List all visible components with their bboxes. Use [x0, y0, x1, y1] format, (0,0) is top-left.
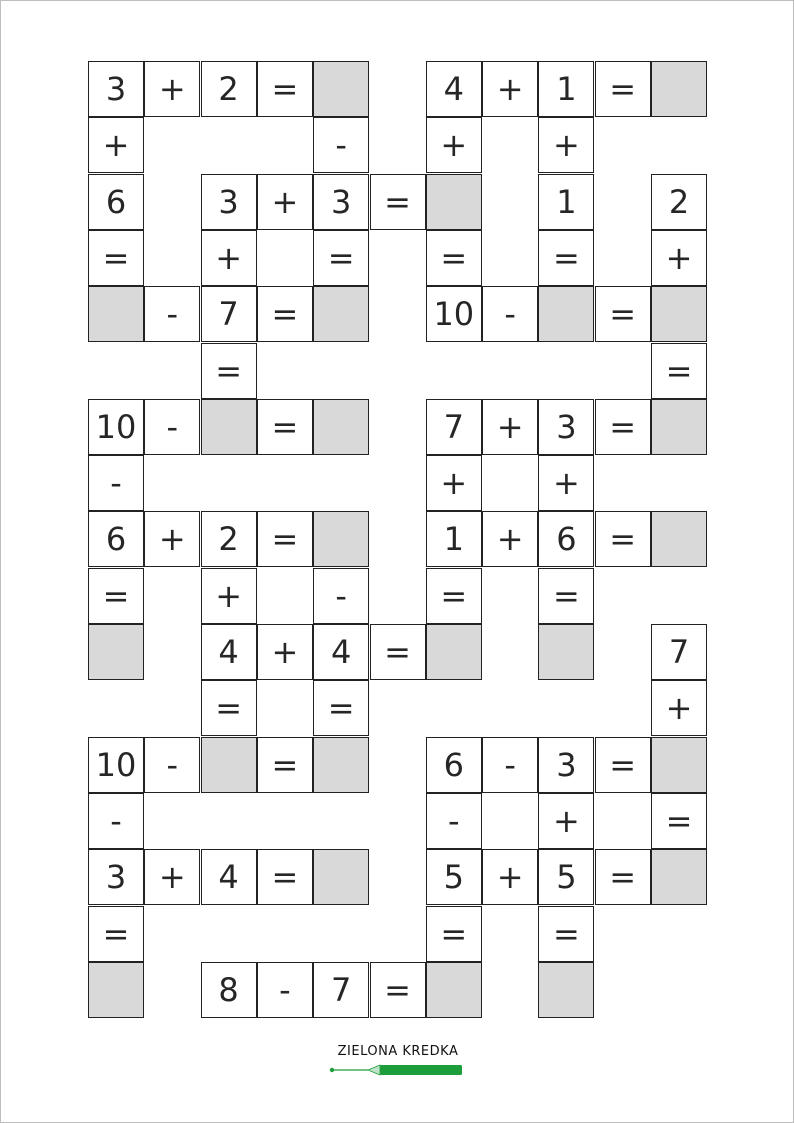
cell-value: + [552, 464, 580, 503]
puzzle-cell [201, 568, 257, 624]
cell-value: 2 [218, 70, 239, 108]
puzzle-cell [538, 455, 594, 511]
puzzle-cell [482, 737, 538, 793]
cell-value: 7 [668, 633, 690, 671]
puzzle-cell [482, 849, 538, 905]
puzzle-cell [482, 286, 538, 342]
cell-value: 2 [218, 520, 239, 559]
puzzle-cell [88, 906, 144, 962]
cell-value: = [609, 520, 637, 559]
puzzle-cell [482, 399, 538, 455]
puzzle-cell [201, 343, 257, 399]
cell-value: 3 [105, 70, 127, 108]
puzzle-cell [88, 230, 144, 286]
puzzle-cell [88, 455, 144, 511]
cell-value: = [271, 407, 299, 446]
cell-value: + [158, 520, 186, 559]
puzzle-cell [201, 511, 257, 567]
puzzle-cell [595, 286, 651, 342]
cell-value: = [665, 801, 693, 840]
cell-value: = [102, 576, 130, 615]
cell-value: 4 [218, 858, 239, 897]
cell-value: 4 [218, 633, 239, 671]
cell-value: = [102, 238, 130, 277]
puzzle-cell [538, 511, 594, 567]
puzzle-cell [144, 511, 200, 567]
puzzle-cell [538, 849, 594, 905]
answer-cell[interactable] [426, 174, 482, 230]
answer-cell[interactable] [651, 849, 707, 905]
puzzle-cell [88, 117, 144, 173]
cell-value: 2 [668, 182, 690, 221]
green-crayon-icon [328, 1062, 468, 1078]
answer-cell[interactable] [88, 962, 144, 1018]
puzzle-cell [595, 511, 651, 567]
cell-value: = [440, 238, 468, 277]
cell-value: + [215, 576, 242, 615]
answer-cell[interactable] [313, 61, 369, 117]
puzzle-cell [595, 737, 651, 793]
answer-cell[interactable] [651, 399, 707, 455]
puzzle-cell [538, 399, 594, 455]
puzzle-cell [88, 511, 144, 567]
cell-value: 4 [331, 633, 352, 671]
cell-value: = [609, 407, 637, 446]
puzzle-cell [651, 624, 707, 680]
cell-value: 3 [556, 407, 577, 446]
answer-cell[interactable] [313, 737, 369, 793]
cell-value: 7 [331, 970, 352, 1009]
puzzle-cell [313, 174, 369, 230]
answer-cell[interactable] [313, 286, 369, 342]
cell-value: = [271, 70, 299, 108]
puzzle-cell [538, 737, 594, 793]
cell-value: + [440, 464, 468, 503]
cell-value: 6 [105, 182, 127, 221]
puzzle-cell [370, 624, 426, 680]
cell-value: 5 [443, 858, 464, 897]
cell-value: = [271, 745, 299, 784]
puzzle-cell [201, 174, 257, 230]
cell-value: = [271, 520, 299, 559]
cell-value: - [166, 295, 179, 334]
puzzle-cell [201, 286, 257, 342]
answer-cell[interactable] [313, 399, 369, 455]
answer-cell[interactable] [426, 624, 482, 680]
puzzle-cell [426, 230, 482, 286]
puzzle-cell [426, 849, 482, 905]
cell-value: + [496, 858, 524, 897]
puzzle-cell [538, 230, 594, 286]
puzzle-cell [370, 962, 426, 1018]
cell-value: + [215, 238, 242, 277]
puzzle-cell [144, 399, 200, 455]
cell-value: 3 [218, 182, 239, 221]
puzzle-cell [257, 174, 313, 230]
puzzle-cell [651, 174, 707, 230]
puzzle-cell [538, 61, 594, 117]
puzzle-cell [88, 737, 144, 793]
cell-value: - [504, 295, 516, 334]
cell-value: 7 [218, 295, 239, 334]
puzzle-cell [651, 343, 707, 399]
cell-value: 6 [443, 745, 464, 784]
puzzle-cell [426, 286, 482, 342]
puzzle-cell [426, 737, 482, 793]
puzzle-cell [538, 568, 594, 624]
cell-value: 10 [433, 295, 475, 334]
cell-value: = [440, 914, 468, 953]
puzzle-cell [651, 230, 707, 286]
puzzle-cell [201, 230, 257, 286]
cell-value: = [552, 914, 580, 953]
cell-value: + [158, 858, 186, 897]
cell-value: + [496, 520, 524, 559]
cell-value: = [665, 351, 693, 390]
puzzle-cell [88, 568, 144, 624]
puzzle-cell [257, 624, 313, 680]
cell-value: - [166, 745, 179, 784]
puzzle-cell [651, 680, 707, 736]
answer-cell[interactable] [538, 286, 594, 342]
cell-value: = [552, 576, 580, 615]
cell-value: - [279, 970, 291, 1009]
answer-cell[interactable] [201, 737, 257, 793]
cell-value: = [552, 238, 580, 277]
puzzle-cell [538, 117, 594, 173]
cell-value: - [335, 576, 347, 615]
cell-value: 6 [105, 520, 127, 559]
answer-cell[interactable] [538, 624, 594, 680]
puzzle-cell [538, 174, 594, 230]
cell-value: + [496, 70, 524, 108]
cell-value: 4 [443, 70, 464, 108]
puzzle-cell [538, 793, 594, 849]
answer-cell[interactable] [651, 511, 707, 567]
cell-value: - [448, 801, 460, 840]
answer-cell[interactable] [426, 962, 482, 1018]
puzzle-cell [482, 511, 538, 567]
puzzle-cell [482, 61, 538, 117]
puzzle-cell [595, 399, 651, 455]
cell-value: = [440, 576, 468, 615]
puzzle-cell [257, 962, 313, 1018]
puzzle-cell [88, 793, 144, 849]
puzzle-cell [426, 568, 482, 624]
cell-value: + [665, 689, 693, 728]
cell-value: 10 [95, 745, 137, 784]
puzzle-cell [88, 849, 144, 905]
puzzle-cell [201, 61, 257, 117]
answer-cell[interactable] [201, 399, 257, 455]
cell-value: 5 [556, 858, 577, 897]
cell-value: + [271, 633, 299, 671]
cell-value: 10 [95, 407, 137, 446]
brand-logo [318, 1040, 478, 1080]
cell-value: 1 [443, 520, 464, 559]
cell-value: = [271, 295, 299, 334]
cell-value: = [384, 182, 411, 221]
puzzle-cell [313, 680, 369, 736]
puzzle-cell [144, 737, 200, 793]
cell-value: 7 [443, 407, 464, 446]
cell-value: - [110, 801, 122, 840]
puzzle-cell [426, 511, 482, 567]
answer-cell[interactable] [313, 849, 369, 905]
cell-value: = [327, 689, 355, 728]
cell-value: + [271, 182, 299, 221]
puzzle-cell [257, 399, 313, 455]
puzzle-cell [538, 906, 594, 962]
puzzle-cell [595, 849, 651, 905]
puzzle-cell [257, 511, 313, 567]
cell-value: + [102, 126, 130, 165]
puzzle-cell [88, 61, 144, 117]
puzzle-cell [201, 962, 257, 1018]
puzzle-cell [201, 680, 257, 736]
puzzle-cell [144, 849, 200, 905]
answer-cell[interactable] [88, 286, 144, 342]
cell-value: = [271, 858, 299, 897]
cell-value: + [496, 407, 524, 446]
puzzle-cell [88, 174, 144, 230]
cell-value: - [335, 126, 347, 165]
puzzle-cell [313, 962, 369, 1018]
logo-text: ZIELONA KREDKA [337, 1044, 459, 1059]
puzzle-cell [201, 849, 257, 905]
cell-value: = [215, 351, 242, 390]
puzzle-cell [257, 737, 313, 793]
puzzle-cell [257, 286, 313, 342]
puzzle-cell [426, 61, 482, 117]
puzzle-cell [426, 455, 482, 511]
cell-value: 3 [556, 745, 577, 784]
answer-cell[interactable] [651, 286, 707, 342]
cell-value: = [609, 858, 637, 897]
answer-cell[interactable] [88, 624, 144, 680]
cell-value: + [552, 801, 580, 840]
puzzle-cell [426, 399, 482, 455]
cell-value: - [166, 407, 179, 446]
cell-value: + [552, 126, 580, 165]
cell-value: = [384, 633, 411, 671]
cell-value: + [158, 70, 186, 108]
cell-value: = [215, 689, 242, 728]
puzzle-cell [426, 793, 482, 849]
cell-value: = [609, 70, 637, 108]
puzzle-cell [595, 61, 651, 117]
cell-value: - [110, 464, 122, 503]
cell-value: + [440, 126, 468, 165]
cell-value: = [609, 745, 637, 784]
answer-cell[interactable] [538, 962, 594, 1018]
puzzle-cell [426, 906, 482, 962]
answer-cell[interactable] [651, 61, 707, 117]
cell-value: 6 [556, 520, 577, 559]
cell-value: 3 [105, 858, 127, 897]
puzzle-cell [651, 793, 707, 849]
puzzle-cell [257, 61, 313, 117]
puzzle-cell [370, 174, 426, 230]
cell-value: + [665, 238, 693, 277]
cell-value: 1 [556, 182, 577, 221]
cell-value: = [384, 970, 411, 1009]
puzzle-cell [144, 286, 200, 342]
puzzle-cell [144, 61, 200, 117]
puzzle-cell [313, 117, 369, 173]
cell-value: 3 [331, 182, 352, 221]
puzzle-cell [257, 849, 313, 905]
cell-value: 1 [556, 70, 577, 108]
puzzle-cell [313, 568, 369, 624]
puzzle-cell [313, 230, 369, 286]
cell-value: = [327, 238, 355, 277]
puzzle-cell [201, 624, 257, 680]
cell-value: 8 [218, 970, 239, 1009]
answer-cell[interactable] [313, 511, 369, 567]
cell-value: = [609, 295, 637, 334]
puzzle-cell [88, 399, 144, 455]
answer-cell[interactable] [651, 737, 707, 793]
puzzle-cell [426, 117, 482, 173]
cell-value: = [102, 914, 130, 953]
cell-value: - [504, 745, 516, 784]
puzzle-cell [313, 624, 369, 680]
